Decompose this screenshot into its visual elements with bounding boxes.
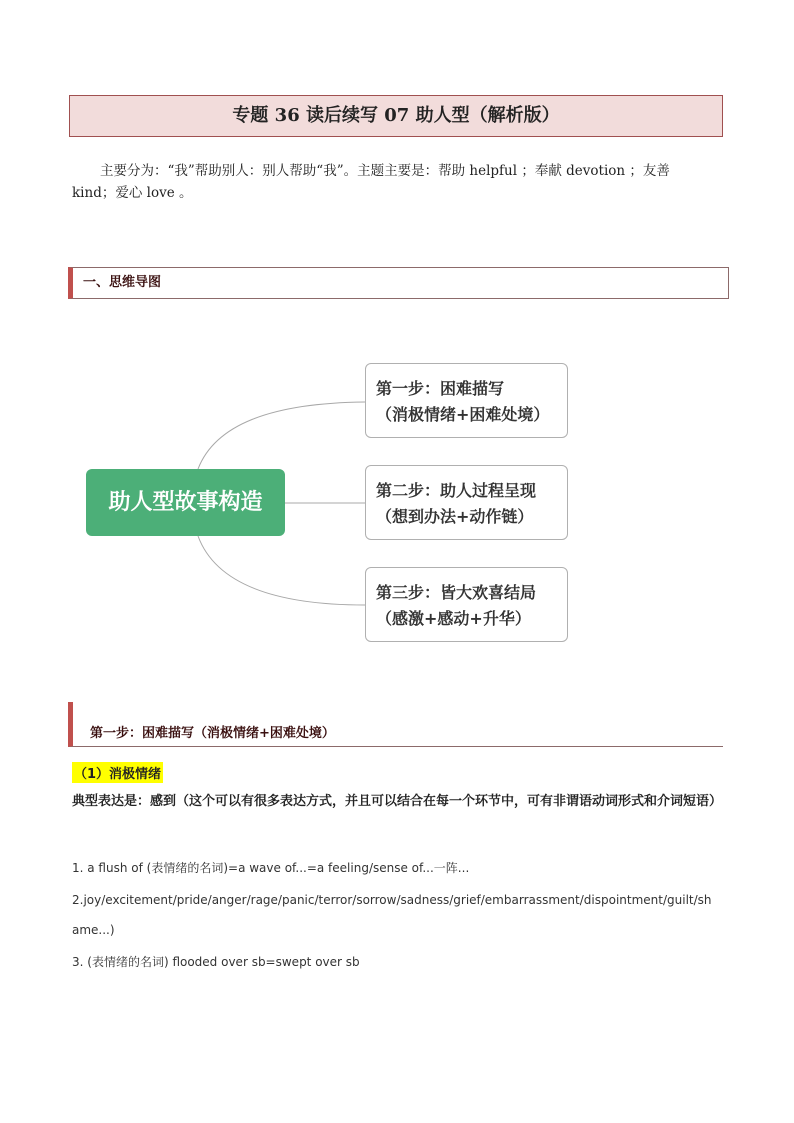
expression-line-2: 2.joy/excitement/pride/anger/rage/panic/terror/sorrow/sadness/grief/embarrassment/dispointment/guilt/sh (72, 893, 712, 907)
node-step-3 (365, 567, 568, 642)
node-step-1 (365, 363, 568, 438)
typical-expression: 典型表达是：感到（这个可以有很多表达方式，并且可以结合在每一个环节中，可有非谓语动词形式和介词短语） (72, 794, 723, 809)
section-heading-step1 (68, 702, 723, 747)
section-heading-mindmap: 一、思维导图 (68, 267, 729, 299)
expression-line-3: 3. (表情绪的名词) flooded over sb=swept over sb (72, 955, 360, 969)
node-step-3-detail: （感激+感动+升华） (376, 609, 531, 628)
node-step-1-title: 第一步：困难描写 (376, 379, 505, 398)
node-step-2-detail: （想到办法+动作链） (376, 507, 534, 526)
section-heading-step1-text: 第一步：困难描写（消极情绪+困难处境） (90, 726, 335, 741)
node-step-3-title: 第三步：皆大欢喜结局 (376, 583, 537, 602)
page-title: 专题 36 读后续写 07 助人型（解析版） (69, 95, 723, 137)
intro-text: 主要分为：“我”帮助别人：别人帮助“我”。主题主要是：帮助 helpful ；奉献 devotion ；友善 kind；爱心 love 。 (72, 163, 670, 201)
expression-line-1: 1. a flush of (表情绪的名词)=a wave of...=a feeling/sense of...一阵... (72, 861, 470, 875)
central-node: 助人型故事构造 (86, 469, 285, 536)
node-step-2-title: 第二步：助人过程呈现 (376, 481, 537, 500)
node-step-1-detail: （消极情绪+困难处境） (376, 405, 550, 424)
connector-top (198, 402, 365, 469)
mind-map (0, 350, 794, 660)
intro-paragraph (72, 160, 712, 204)
node-step-2 (365, 465, 568, 540)
connector-bottom (198, 536, 365, 605)
subsection-label: （1）消极情绪 (72, 762, 163, 783)
expression-line-2-cont: ame...) (72, 923, 115, 937)
